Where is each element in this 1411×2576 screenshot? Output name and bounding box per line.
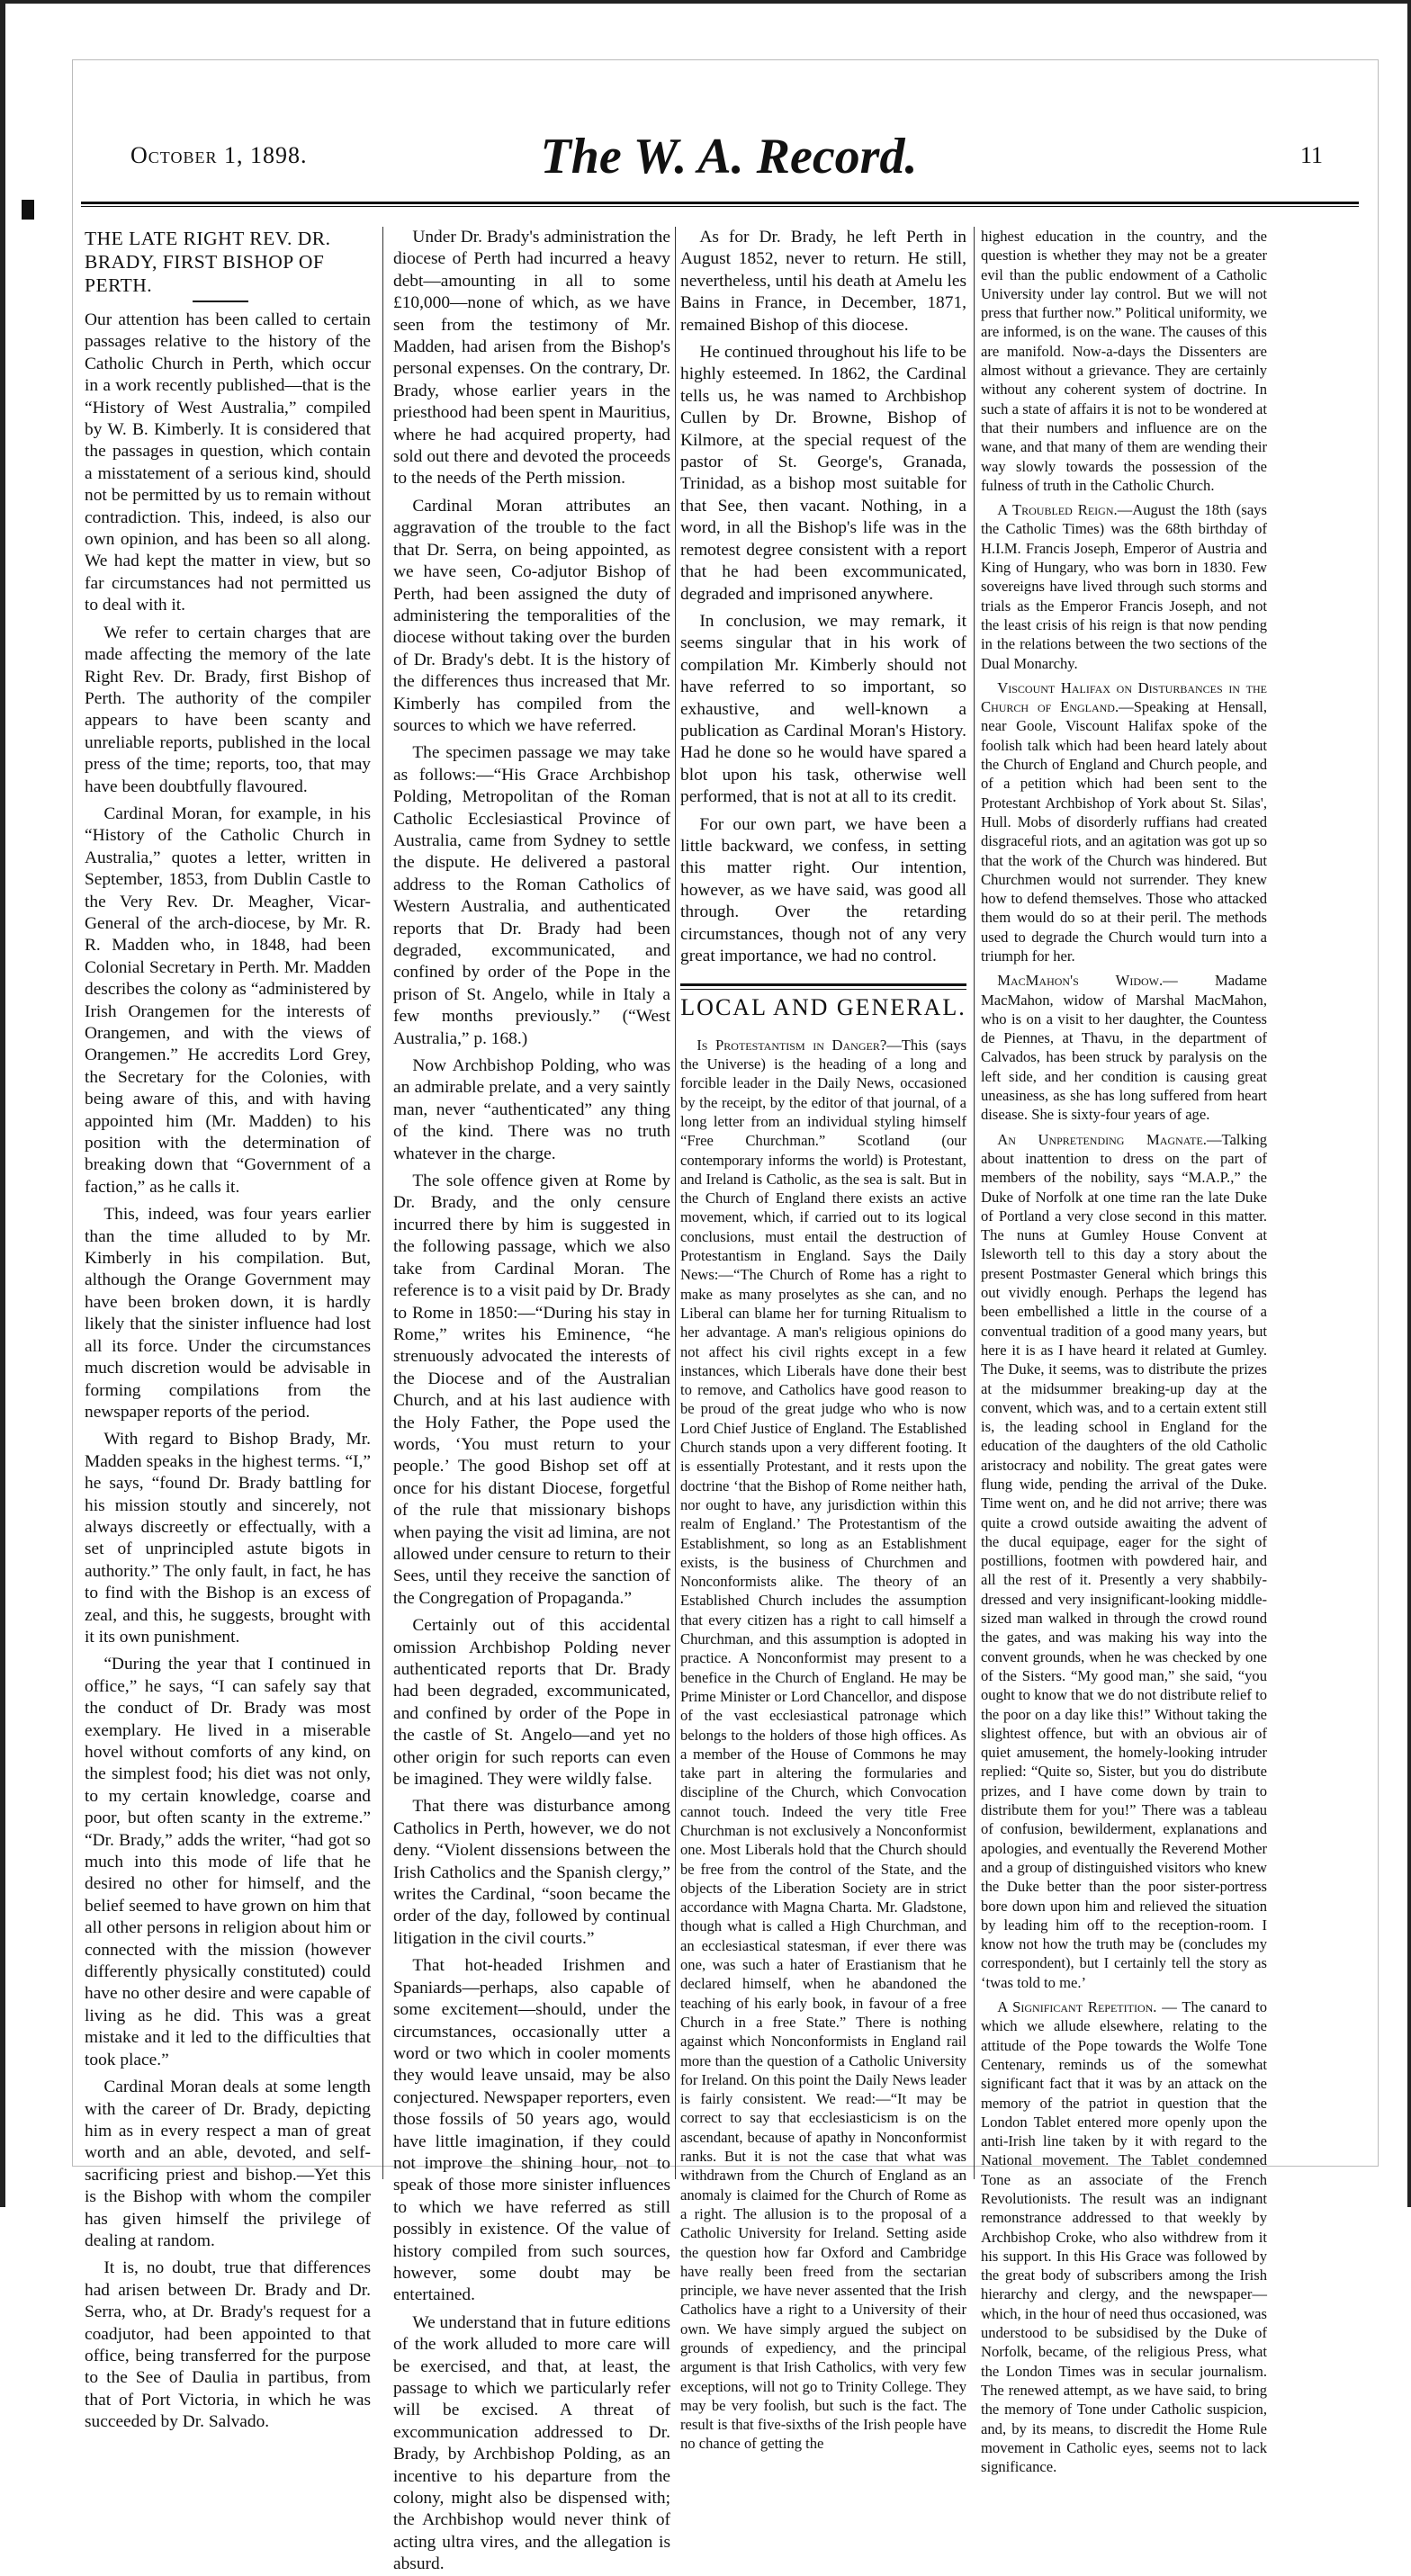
news-item-body: —Speaking at Hensall, near Goole, Viscount Halifax spoke of the foolish talk which had been heard lately about the Church of England and Church people, and of a petition which had been sent to the Protestant Archbishop of York about St. Silas', Hull. Mobs of disorderly ruffians had created disgraceful riots, and an agitation was got up so that the work of the Church was hindered. But Churchmen would not surrender. They knew how to defend themselves. Those who attacked them would do so at their peril. The methods used to degrade the Church would turn into a triumph for her.	[981, 698, 1267, 965]
news-item	[981, 971, 1267, 1124]
news-item	[981, 678, 1267, 965]
article-paragraph: As for Dr. Brady, he left Perth in August 1852, never to return. He still, nevertheless, until his death at Amelu les Bains in France, in December, 1871, remained Bishop of this diocese.	[680, 228, 966, 335]
news-item-body: —Talking about inattention to dress on the part of members of the nobility, says “M.A.P.,” the Duke of Norfolk at one time ran the late Duke of Portland a very close second in this matter. The nuns at Gumley House Convent at Isleworth tell to this day a story about the present Postmaster General which brings this out vividly enough. Perhaps the legend has been embellished a little in the course of a conventual tradition of a good many years, but here it is as I have heard it related at Gumley. The Duke, it seems, was to distribute the prizes at the midsummer breaking-up day at the convent, which was, and to a certain extent still is, the leading school in England for the education of the daughters of the old Catholic aristocracy and nobility. The great gates were flung wide, pending the arrival of the Duke. Time went on, and he did not arrive; there was quite a crowd outside awaiting the advent of the ducal equipage, eager for the sight of postillions, footmen with powdered hair, and all the rest of it. Presently a very shabbily-dressed and very insignificant-looking middle-sized man walked in through the crowd round the gates, and was making his way into the convent grounds, when he was checked by one of the Sisters. “My good man,” she said, “you ought to know that we do not distribute relief to the poor on a day like this!” Without taking the slightest offence, but with an obvious air of quiet amusement, the homely-looking intruder replied: “Quite so, Sister, but you do distribute prizes, and I have come down by train to distribute them for you!” There was a tableau of confusion, bewilderment, explanations and apologies, and eventually the Reverend Mother and a group of distinguished visitors who knew the Duke better than the poor sister-portress bore down upon him and relieved the situation by leading him off to the reception-room. I know not how the truth may be (concludes my correspondent), but I certainly tell the story as ‘twas told to me.’	[981, 1130, 1267, 1991]
article-paragraph: Cardinal Moran, for example, in his “History of the Catholic Church in Australia,” quotes a letter, written in September, 1853, from Dublin Castle to the Very Rev. Dr. Meagher, Vicar-General of the arch-diocese, by Mr. R. R. Madden who, in 1848, had been Colonial Secretary in Perth. Mr. Madden describes the colony as “administered by Irish Orangemen for the interests of Orangemen, and with the views of Orangemen.” He accredits Lord Grey, the Secretary for the Colonies, with being aware of this, and with having appointed him (Mr. Madden) to his position with the determination of breaking down that “Government of a faction,” as he calls it.	[85, 803, 371, 1197]
article-paragraph: Now Archbishop Polding, who was an admirable prelate, and a very saintly man, never “authenticated” any thing of the kind. There was no truth whatever in the charge.	[393, 1056, 670, 1163]
article-paragraph: Cardinal Moran attributes an aggravation of the trouble to the fact that Dr. Serra, on being appointed, as we have seen, Co-adjutor Bishop of Perth, had been assigned the duty of administering the temporalities of the diocese without taking over the burden of Dr. Brady's debt. It is the history of the differences thus increased that Mr. Kimberly has compiled from the sources to which we have referred.	[393, 496, 670, 735]
headline-rule	[193, 301, 248, 302]
news-item-heading: An Unpretending Magnate.	[997, 1130, 1207, 1148]
newspaper-title: The W. A. Record.	[540, 129, 918, 184]
news-item-heading: MacMahon's Widow.	[997, 972, 1164, 990]
column-divider	[382, 227, 383, 2179]
header-rule	[81, 202, 1359, 204]
column-1	[85, 227, 371, 2432]
news-item	[981, 1997, 1267, 2476]
news-item-heading: A Troubled Reign.	[997, 501, 1118, 519]
news-item	[981, 500, 1267, 673]
news-item-body: —August the 18th (says the Catholic Times) was the 68th birthday of H.I.M. Francis Joseph, Emperor of Austria and King of Hungary, who was born in 1830. Few sovereigns have lived through such storms and trials as the Emperor Francis Joseph, and not the least crisis of his reign is that now pending in the relations between the two sections of the Dual Monarchy.	[981, 501, 1267, 672]
article-paragraph: It is, no doubt, true that differences had arisen between Dr. Brady and Dr. Serra, who, at Dr. Brady's request for a coadjutor, had been appointed to that office, being transferred for the purpose to the See of Daulia in partibus, from that of Port Victoria, in which he was succeeded by Dr. Salvado.	[85, 2258, 371, 2432]
news-item	[680, 1036, 966, 2454]
column-4	[981, 227, 1267, 2476]
masthead	[108, 129, 1350, 184]
article-paragraph: Certainly out of this accidental omission Archbishop Polding never authenticated reports that Dr. Brady had been degraded, excommunicated, and confined by order of the Pope in the castle of St. Angelo—and yet no other origin for such reports can even be imagined. They were wildly false.	[393, 1616, 670, 1790]
news-item-heading: Viscount Halifax on Disturbances in the Church of England.	[981, 678, 1267, 716]
article-paragraph: We refer to certain charges that are made affecting the memory of the late Right Rev. Dr. Brady, first Bishop of Perth. The authority of the compiler appears to have been scanty and unreliable reports, published in the local press of the time; reports, too, that may have been doubtfully flavoured.	[85, 623, 371, 796]
section-rule	[680, 983, 966, 990]
article-paragraph: Our attention has been called to certain passages relative to the history of the Catholic Church in Perth, which occur in a work recently published—that is the “History of West Australia,” compiled by W. B. Kimberly. It is considered that the passages in question, which contain a misstatement of a serious kind, should not be permitted by us to remain without contradiction. This, indeed, is also our own opinion, and has been so all along. We had kept the matter in view, but so far circumstances had not permitted us to deal with it.	[85, 310, 371, 615]
article-paragraph: For our own part, we have been a little backward, we confess, in setting this matter right. Our intention, however, as we have said, was good all through. Over the retarding circumstances, though not of any very great importance, we had no control.	[680, 814, 966, 965]
article-paragraph: He continued throughout his life to be highly esteemed. In 1862, the Cardinal tells us, he was named to Archbishop Cullen by Dr. Browne, Bishop of Kilmore, at the special request of the pastor of St. George's, Granada, Trinidad, as a bishop most suitable for that See, then vacant. Nothing, in a word, in all the Bishop's life was in the remotest degree consistent with a report that he had been excommunicated, degraded and imprisoned anywhere.	[680, 343, 966, 604]
news-item-body: —This (says the Universe) is the heading of a long and forcible leader in the Daily News, occasioned by the receipt, by the editor of that journal, of a long letter from an individual styling himself “Free Churchman.” Scotland (our contemporary informs the world) is Protestant, and Ireland is Catholic, as the sea is salt. But in the Church of England there exists an active movement, which, if carried out to its logical conclusions, must entail the destruction of Protestantism in England. Says the Daily News:—“The Church of Rome has a right to make as many proselytes as she can, and no Liberal can blame her for turning Ritualism to her advantage. A man's religious opinions do not affect his civil rights except in a few instances, which Liberals have done their best to remove, and Catholics have good reason to be proud of the great judge who who is now Lord Chief Justice of England. The Established Church stands upon a very different footing. It is essentially Protestant, and it rests upon the doctrine ‘that the Bishop of Rome neither hath, nor ought to have, any jurisdiction within this realm of England.’ The Protestantism of the Establishment, so long as an Establishment exists, is the business of Churchmen and Nonconformists alike. The theory of an Established Church includes the assumption that every citizen has a right to call himself a Churchman, and this assumption is adopted in practice. A Nonconformist may present to a benefice in the Church of England. He may be Prime Minister or Lord Chancellor, and dispose of the vast ecclesiastical patronage which belongs to the holders of those high offices. As a member of the House of Commons he may take part in altering the formularies and discipline of the Church, which Convocation cannot touch. Indeed the very title Free Churchman is not exclusively a Nonconformist one. Most Liberals hold that the Church should be free from the control of the State, and the objects of the Liberation Society are in strict accordance with Magna Charta. Mr. Gladstone, though what is called a High Churchman, and an ecclesiastical statesman, if ever there was one, was such a hater of Erastianism that he declared himself, when he abandoned the teaching of his early book, in favour of a free Church in a free State.” There is nothing against which Nonconformists in England rail more than the question of a Catholic University for Ireland. On this point the Daily News leader is fairly consistent. We read:—“It may be correct to say that ecclesiasticism is on the ascendant, because of apathy in Nonconformist ranks. But it is not the case that what was withdrawn from the Church of England as an anomaly is claimed for the Church of Rome as a right. The allusion is to the proposal of a Catholic University for Ireland. Setting aside the question how far Oxford and Cambridge have really been freed from the sectarian principle, we have never assented that the Irish Catholics have a right to a University of their own. We have simply argued the subject on grounds of expediency, and the principal argument is that Irish Catholics, with very few exceptions, will not go to Trinity College. They may be very foolish, but such is the fact. The result is that five-sixths of the Irish people have no chance of getting the	[680, 1036, 966, 2453]
article-paragraph: “During the year that I continued in office,” he says, “I can safely say that the conduct of Dr. Brady was most exemplary. He lived in a miserable hovel without comforts of any kind, on the simplest food; his diet was not only, to my certain knowledge, coarse and poor, but often scanty in the extreme.” “Dr. Brady,” adds the writer, “had got so much into this mode of life that he desired no other for himself, and the belief seemed to have grown on him that all other persons in religion about him or connected with the mission (however differently physically constituted) could have no other desire and were capable of living as he did. This was a great mistake and it led to the difficulties that took place.”	[85, 1655, 371, 2069]
article-paragraph: In conclusion, we may remark, it seems singular that in his work of compilation Mr. Kimberly should not have referred to so important, so exhaustive, and well-known a publication as Cardinal Moran's History. Had he done so he would have spared a blot upon his task, otherwise well performed, that is not at all to its credit.	[680, 611, 966, 807]
article-paragraph: Under Dr. Brady's administration the diocese of Perth had incurred a heavy debt—amounting in all to some £10,000—none of which, as we have seen from the testimony of Mr. Madden, had arisen from the Bishop's personal expenses. On the contrary, Dr. Brady, whose earlier years in the priesthood had been spent in Mauritius, where he had acquired property, had sold out there and devoted the proceeds to the needs of the Perth mission.	[393, 228, 670, 489]
article-paragraph: That there was disturbance among Catholics in Perth, however, we do not deny. “Violent dissensions between the Irish Catholics and the Spanish clergy,” writes the Cardinal, “soon became the order of the day, followed by continual litigation in the civil courts.”	[393, 1797, 670, 1948]
article-paragraph: That hot-headed Irishmen and Spaniards—perhaps, also capable of some excitement—should, under the circumstances, occasionally utter a word or two which in cooler moments they would leave unsaid, may be also conjectured. Newspaper reporters, even those fossils of 50 years ago, would have little imagination, if they could not improve the shining hour, not to speak of those more sinister influences to which we have referred as still possibly in existence. Of the value of history compiled from such sources, however, some doubt may be entertained.	[393, 1956, 670, 2305]
column-divider	[974, 227, 975, 2179]
issue-date: October 1, 1898.	[130, 142, 308, 168]
header-rule-thin	[81, 206, 1359, 207]
news-item-heading: A Significant Repetition.	[997, 1998, 1157, 2016]
news-item-heading: Is Protestantism in Danger?	[697, 1036, 887, 1054]
article-headline: THE LATE RIGHT REV. DR. BRADY, FIRST BISHOP OF PERTH.	[85, 228, 331, 296]
article-paragraph: The specimen passage we may take as follows:—“His Grace Archbishop Polding, Metropolitan of the Roman Catholic Ecclesiastical Province of Australia, came from Sydney to settle the dispute. He delivered a pastoral address to the Roman Catholics of Western Australia, and authenticated reports that Dr. Brady had been degraded, excommunicated, and confined by order of the Pope in the prison of St. Angelo, while in Italy a few months previously.” (“West Australia,” p. 168.)	[393, 743, 670, 1048]
section-heading: LOCAL AND GENERAL.	[680, 994, 966, 1021]
article-paragraph: We understand that in future editions of the work alluded to more care will be exercised, and that, at least, the passage to which we particularly refer will be excised. A threat of excommunication addressed to Dr. Brady, by Archbishop Polding, as an incentive to his departure from the colony, might also be dispensed with; the Archbishop would never think of acting ultra vires, and the allegation is absurd.	[393, 2312, 670, 2574]
margin-marker	[22, 200, 34, 220]
column-2	[393, 227, 670, 2574]
news-item-continued: highest education in the country, and the question is whether they may not be a greater evil than the public endowment of a Catholic University under lay control. But we will not press that further now.” Political uniformity, we are informed, is on the wane. The causes of this are manifold. Now-a-days the Dissenters are almost without a grievance. They are certainly without any coherent system of doctrine. In such a state of affairs it is not to be wondered at that their numbers and influence are on the wane, and that many of them are wending their way slowly towards the possession of the fulness of truth in the Catholic Church.	[981, 228, 1267, 494]
news-item-body: — Madame MacMahon, widow of Marshal MacMahon, who is on a visit to her daughter, the Countess de Piennes, at Thavu, in the department of Calvados, has been struck by paralysis on the left side, and her condition is causing great uneasiness, as she has long suffered from heart disease. She is sixty-four years of age.	[981, 972, 1267, 1124]
article-paragraph: The sole offence given at Rome by Dr. Brady, and the only censure incurred there by him is suggested in the following passage, which we also take from Cardinal Moran. The reference is to a visit paid by Dr. Brady to Rome in 1850:—“During his stay in Rome,” writes his Eminence, “he strenuously advocated the interests of the Diocese and of the Australian Church, and at his last audience with the Holy Father, the Pope used the words, ‘You must return to your people.’ The good Bishop set off at once for his distant Diocese, forgetful of the rule that missionary bishops when paying the visit ad limina, are not allowed under censure to return to their Sees, until they receive the sanction of the Congregation of Propaganda.”	[393, 1171, 670, 1608]
article-paragraph: Cardinal Moran deals at some length with the career of Dr. Brady, depicting him as in every respect a man of great worth and an able, devoted, and self-sacrificing priest and bishop.—Yet this is the Bishop with whom the compiler has given himself the privilege of dealing at random.	[85, 2078, 371, 2250]
column-3	[680, 227, 966, 2453]
article-paragraph: With regard to Bishop Brady, Mr. Madden speaks in the highest terms. “I,” he says, “found Dr. Brady battling for his mission stoutly and sincerely, not always discreetly or effectually, with a set of unprincipled astute bigots in authority.” The only fault, in fact, he has to find with the Bishop is an excess of zeal, and this, he suggests, brought with it its own punishment.	[85, 1430, 371, 1647]
page-number: 11	[1299, 142, 1323, 168]
article-paragraph: This, indeed, was four years earlier than the time alluded to by Mr. Kimberly in his compilation. But, although the Orange Government may have been broken down, it is hardly likely that the sinister influence had lost all its force. Under the circumstances much discretion would be advisable in forming compilations from the newspaper reports of the period.	[85, 1205, 371, 1422]
column-divider	[675, 227, 676, 2179]
news-item	[981, 1130, 1267, 1992]
news-item-body: — The canard to which we allude elsewhere, relating to the attitude of the Pope towards the Wolfe Tone Centenary, reminds us of the somewhat significant fact that it was by an attack on the memory of the patriot in question that the London Tablet entered more openly upon the anti-Irish line taken by it with regard to the National movement. The Tablet condemned Tone as an associate of the French Revolutionists. The result was an indignant remonstrance addressed to that weekly by Archbishop Croke, who also withdrew from it his support. In this His Grace was followed by the great body of subscribers among the Irish hierarchy and clergy, and the newspaper—which, in the hour of need thus occasioned, was understood to be subsidised by the Duke of Norfolk, became, of the religious Press, what the London Times was in secular journalism. The renewed attempt, as we have said, to bring the memory of Tone under Catholic suspicion, and, by its means, to discredit the Home Rule movement in Catholic eyes, seems not to lack significance.	[981, 1998, 1267, 2476]
